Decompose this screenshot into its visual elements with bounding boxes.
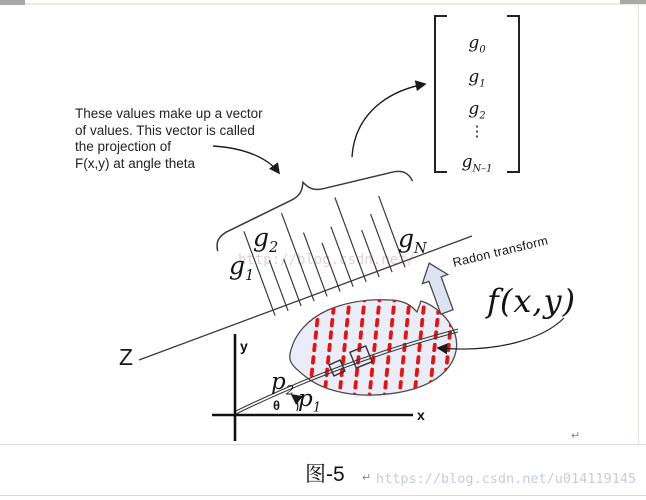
vector-vdots: ⋮: [469, 122, 485, 140]
projection-label-g1: $g_1$: [229, 251, 255, 284]
ray-label-p2: $p_2$: [271, 369, 295, 399]
vector-entry: $g_{N-1}$: [461, 152, 493, 175]
brace-to-vector-arrow: [352, 84, 425, 157]
detector-axis-label: Z: [119, 344, 134, 370]
annotation-text: These values make up a vector of values. This vector is called the projection of F(x,y) at angle theta: [75, 106, 263, 171]
paragraph-mark: ↵: [362, 472, 372, 484]
watermark-center: http://blog.csdn.net/: [238, 252, 416, 268]
radon-transform-label: Radon transform: [451, 233, 550, 270]
x-axis-label: x: [417, 407, 425, 423]
watermark-bottom: https://blog.csdn.net/u014119145: [376, 471, 637, 487]
vector-entry: $g_0$: [468, 33, 486, 56]
ray-label-p1: $p_1$: [298, 386, 322, 416]
vector-entry: $g_1$: [468, 67, 486, 90]
projection-label-gN: $g_N$: [398, 224, 427, 257]
projection-vector: [434, 15, 524, 175]
projection-label-g2: $g_2$: [253, 223, 279, 256]
vector-entry: $g_2$: [468, 99, 486, 122]
paragraph-mark: ↵: [571, 430, 581, 442]
y-axis-label: y: [240, 338, 248, 354]
figure-caption: 图-5: [305, 463, 345, 486]
theta-label: θ: [273, 398, 281, 413]
function-label: f(x,y): [487, 282, 577, 320]
